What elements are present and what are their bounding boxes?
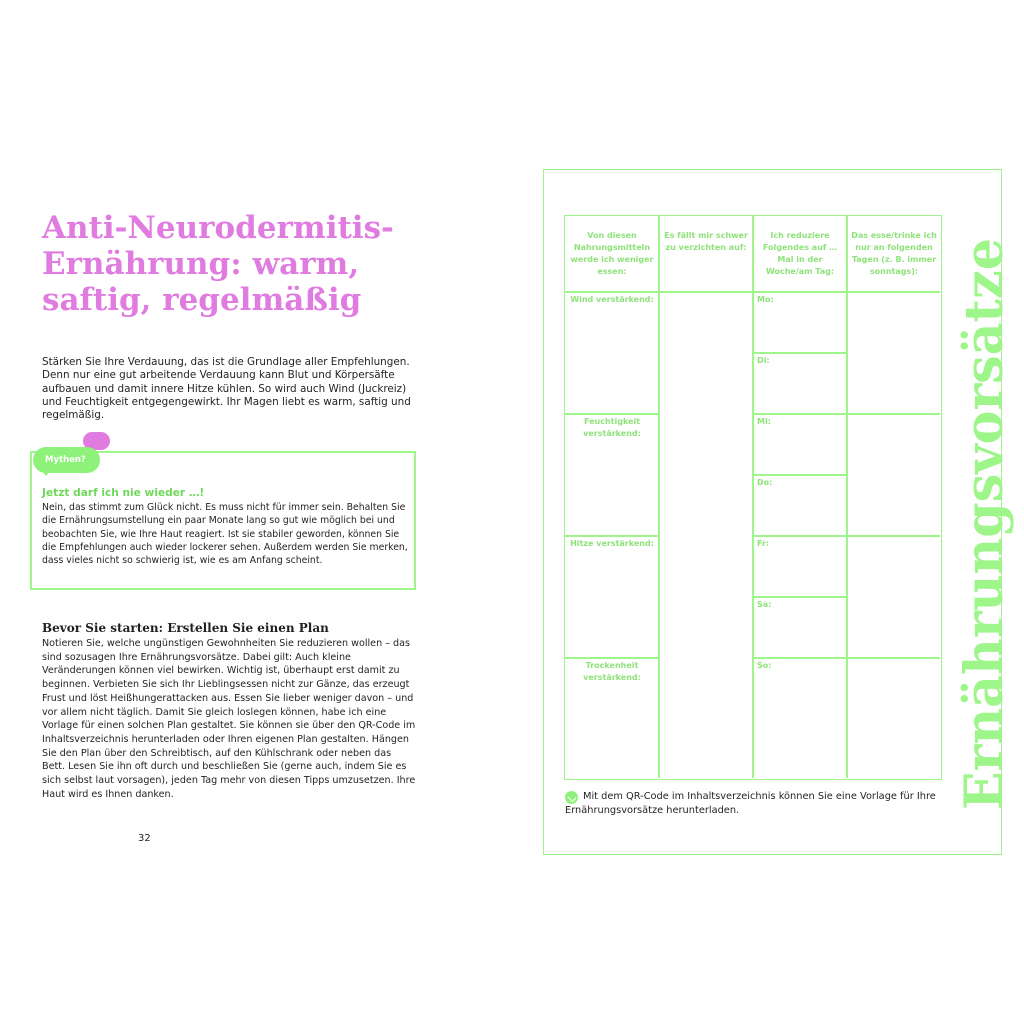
day-label: So:: [757, 661, 772, 670]
table-header: Es fällt mir schwer zu verzichten auf:: [664, 231, 748, 252]
day-divider: [752, 352, 846, 354]
row-divider: [752, 413, 940, 415]
row-divider: [565, 657, 658, 659]
day-divider: [752, 474, 846, 476]
plan-table: [564, 215, 942, 780]
header-divider: [565, 291, 940, 293]
title-line-3: saftig, regelmäßig: [42, 282, 362, 318]
table-header: Das esse/trinke ich nur an folgenden Tagen (z. B. immer sonntags):: [851, 231, 937, 276]
day-label: Sa:: [757, 600, 772, 609]
table-header: Von diesen Nahrungsmitteln werde ich weniger essen:: [570, 231, 654, 276]
title-line-2: Ernährung: warm,: [42, 246, 360, 282]
row-divider: [752, 657, 940, 659]
myth-text: Nein, das stimmt zum Glück nicht. Es muss nicht für immer sein. Behalten Sie die Ernährungsumstellung ein paar Monate lang so gut wie möglich bei und beobachten Sie, wie Ihre Haut reagiert. Ist sie stabiler geworden, können Sie die Empfehlungen auch wieder lockerer sehen. Außerdem werden Sie merken, dass vieles nicht so schwierig ist, wie es am Anfang scheint.: [42, 502, 408, 567]
table-header: Ich reduziere Folgendes auf … Mal in der Woche/am Tag:: [762, 231, 838, 276]
section-text: Notieren Sie, welche ungünstigen Gewohnheiten Sie reduzieren wollen – das sind sozusagen Ihre Ernährungsvorsätze. Dabei gilt: Auch kleine Veränderungen können viel bewirken. Wichtig ist, überhaupt erst damit zu beginnen. Verbieten Sie sich Ihr Lieblingsessen nicht zur Gänze, das erzeugt Frust und löst Heißhungerattacken aus. Essen Sie lieber weniger davon – und vor allem nicht täglich. Damit Sie gleich loslegen können, habe ich eine Vorlage für einen solchen Plan gestaltet. Sie können sie über den QR-Code im Inhaltsverzeichnis herunterladen oder Ihren eigenen Plan gestalten. Hängen Sie den Plan über den Schreibtisch, auf den Kühlschrank oder neben das Bett. Lesen Sie ihn oft durch und beschließen Sie (gerne auch, indem Sie es sich selbst laut vorsagen), jeden Tag mehr von diesen Tipps umzusetzen. Ihre Haut wird es Ihnen danken.: [42, 638, 416, 800]
day-label: Mo:: [757, 295, 774, 304]
page-title: [42, 210, 432, 318]
download-note: Mit dem QR-Code im Inhaltsverzeichnis können Sie eine Vorlage für Ihre Ernährungsvorsätze herunterladen.: [565, 791, 936, 816]
row-label: Hitze verstärkend:: [570, 539, 654, 548]
section-heading: Bevor Sie starten: Erstellen Sie einen Plan: [42, 621, 329, 635]
row-divider: [565, 535, 658, 537]
vertical-title-text: Ernährungsvorsätze: [954, 223, 1015, 810]
page-number: 32: [138, 833, 151, 844]
row-divider: [565, 413, 658, 415]
day-divider: [752, 596, 846, 598]
bubble-tail: [40, 468, 52, 476]
column-divider: [846, 216, 848, 778]
column-divider: [752, 216, 754, 778]
row-label: Wind verstärkend:: [570, 295, 654, 304]
title-line-1: Anti-Neurodermitis-: [42, 210, 394, 246]
day-label: Di:: [757, 356, 770, 365]
row-divider: [752, 535, 940, 537]
day-label: Do:: [757, 478, 773, 487]
row-label: Trockenheit verstärkend:: [583, 661, 641, 682]
vertical-title: [954, 223, 1015, 810]
day-label: Mi:: [757, 417, 771, 426]
column-divider: [658, 216, 660, 778]
intro-paragraph: Stärken Sie Ihre Verdauung, das ist die Grundlage aller Empfehlungen. Denn nur eine gut arbeitende Verdauung kann Blut und Körpersäfte aufbauen und damit innere Hitze kühlen. So wird auch Wind (Juckreiz) und Feuchtigkeit entgegengewirkt. Ihr Magen liebt es warm, saftig und regelmäßig.: [42, 356, 411, 422]
row-label: Feuchtigkeit verstärkend:: [583, 417, 641, 438]
myth-badge: Mythen?: [33, 447, 100, 473]
day-label: Fr:: [757, 539, 770, 548]
myth-heading: Jetzt darf ich nie wieder …!: [42, 487, 205, 499]
